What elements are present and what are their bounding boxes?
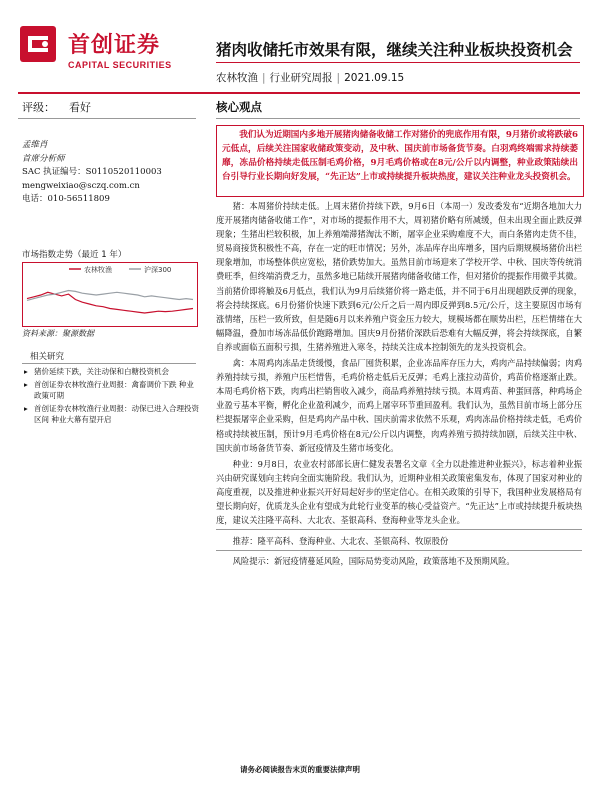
report-body: [216, 199, 582, 570]
report-date: 2021.09.15: [344, 72, 405, 84]
title-divider: [216, 62, 580, 63]
company-logo: [18, 22, 198, 82]
list-item[interactable]: [22, 379, 200, 402]
logo-name-en: CAPITAL SECURITIES: [68, 60, 172, 70]
report-meta: 农林牧渔 | 行业研究周报 | 2021.09.15: [216, 72, 405, 84]
rating-label: 评级：: [22, 101, 55, 114]
analyst-name: 孟维肖: [22, 140, 48, 150]
related-item-text: 猪价延续下跌，关注动保和白糖投资机会: [34, 367, 169, 376]
analyst-phone: 电话：010-56511809: [22, 194, 110, 204]
recommendation: 推荐：隆平高科、登海种业、大北农、荃银高科、牧原股份: [232, 536, 449, 547]
related-divider: [22, 363, 196, 364]
legend-label-1: 沪深300: [144, 266, 172, 274]
core-divider: [216, 118, 580, 119]
chart-title: 市场指数走势（最近 1 年）: [22, 250, 127, 260]
market-index-chart: [22, 262, 198, 327]
report-type: 行业研究周报: [269, 72, 333, 84]
footer-disclaimer: 请务必阅读报告末页的重要法律声明: [240, 765, 360, 774]
rating-divider: [18, 118, 196, 119]
summary-box: [216, 125, 584, 197]
series-line-1: [27, 291, 193, 301]
logo-name-cn: 首创证券: [68, 33, 161, 58]
summary-text: 我们认为近期国内多地开展猪肉储备收储工作对猪价的兜底作用有限，9月猪价或将跌破6元低点，后续关注国家收储政策变动，及中秋、国庆前市场备货节奏。白羽鸡终端需求持续萎靡，冻品价格持续走低压制毛鸡价格，9月毛鸡价格或在8元/公斤以内调整，种业政策陆续出台引导行业长期向好发展，“先正达”上市或持续提升板块热度，建议关注种业龙头投资机会。: [222, 130, 578, 182]
paragraph-poultry: 禽：本周鸡肉冻品走货缓慢，食品厂囤货积累，企业冻品库存压力大，鸡肉产品持续偏弱；肉鸡养殖持续亏损，养殖户压栏惜售，毛鸡价格走低后无反弹；毛鸡上涨拉动苗价，鸡苗价格逐渐止跌。本周毛鸡价格下跌，肉鸡出栏销售收入减少，商品鸡养殖持续亏损。本周鸡苗、种蛋回落，种鸡场企业盈亏基本平衡，孵化企业盈利减少，而鸡上屠宰环节重回盈利。我们认为，虽然目前市场上部分压栏提振屠宰企业采购，但是鸡肉产品中秋、国庆前需求依然不乐观，鸡肉冻品价格持续走低，毛鸡价格或持续被压制，预计9月毛鸡价格在8元/公斤以内调整，肉鸡养殖亏损持续加剧，后续关注中秋、国庆前市场备货节奏、新冠疫情及生猪市场变化。: [216, 358, 582, 453]
related-item-text: 首创证券农林牧渔行业周报：动保已进入合理投资区间 种业大幕有望开启: [34, 403, 199, 424]
logo-mark-icon: [18, 24, 58, 64]
list-item[interactable]: [22, 366, 200, 378]
analyst-info: [22, 139, 162, 207]
list-item[interactable]: [22, 403, 200, 426]
paragraph-seed: 种业：9月8日，农业农村部部长唐仁健发表署名文章《全力以赴推进种业振兴》，标志着种业振兴由研究谋划向主转向全面实施阶段。我们认为，近期种业相关政策密集发布，体现了国家对种业的高度重视，以及推进种业振兴开好局起好步的坚定信心。在相关政策的引导下，我国种业发展格局有望长期向好，优质龙头企业有望成为此轮行业变革的核心受益资产。“先正达”上市或持续提升板块热度，建议关注隆平高科、大北农、荃银高科、登海种业等龙头企业。: [216, 458, 582, 526]
rating: [22, 99, 91, 115]
chart-source: 资料来源：聚源数据: [22, 329, 94, 338]
industry-label: 农林牧渔: [216, 72, 258, 84]
legend-label-0: 农林牧渔: [84, 266, 112, 274]
series-line-0: [27, 292, 193, 313]
analyst-sac: SAC 执证编号：S0110520110003: [22, 167, 162, 177]
paragraph-pig: 猪：本周猪价持续走低。上周末猪价持续下跌，9月6日（本周一）发改委发布“近期各地加大力度开展猪肉储备收储工作”，对市场的提振作用不大，周初猪价略有所减缓，但未出现全面止跌反弹现象；生猪出栏较积极，加上养殖端滞猪淘汰不断，屠宰企业采购难度不大，而白条猪肉走货不佳，贸易商接货积极性不高，存在一定的旺市情况；另外，冻品库存出库增多，国内后期规模场猪价出栏现象增加，市场整体供应宽松，猪价跌势加大。虽然目前市场迎来了学校开学、中秋、国庆等传统消费旺季，但终端消费乏力，虽然多地已陆续开展猪肉储备收储工作，但对猪价的提振作用微乎其微。当前猪价即将触及6月低点，我们认为9月后续猪价将一路走低，并不同于6月出现超跌反弹的现象，将会持续探底。6月份猪价快速下跌到6元/公斤之后一周内即反弹到8.5元/公斤，这主要原因市场有涨情绪，压栏一致所致，但是随6月以来养殖户资金压力较大，规模场都在顺势出栏，压栏情绪在大幅降温，叠加市场冻品低价跑路增加。国庆9月份猪价深跌后恐难有大幅反弹，将会持续探底，自繁自养或面临五面积亏损，生猪养殖进入寒冬，持续关注成本控制领先的龙头投资机会。: [216, 201, 582, 352]
chart-svg: [23, 263, 197, 326]
risk-warning: 风险提示：新冠疫情蔓延风险，国际局势变动风险，政策落地不及预期风险。: [232, 556, 515, 567]
bullet-icon: ▸: [24, 379, 28, 389]
divider: [216, 550, 582, 551]
bullet-icon: ▸: [24, 403, 28, 413]
header-divider: [18, 92, 580, 94]
related-research-heading: 相关研究: [30, 352, 65, 362]
related-research-list: [22, 366, 200, 427]
analyst-email[interactable]: mengweixiao@sczq.com.cn: [22, 180, 140, 191]
core-views-heading: 核心观点: [216, 100, 262, 114]
rating-value: 看好: [69, 101, 91, 114]
related-item-text: 首创证券农林牧渔行业周报：禽畜调价下跌 种业政策可期: [34, 379, 194, 400]
report-title: 猪肉收储托市效果有限，继续关注种业板块投资机会: [216, 41, 573, 59]
divider: [216, 529, 582, 530]
bullet-icon: ▸: [24, 367, 28, 376]
analyst-role: 首席分析师: [22, 153, 65, 164]
